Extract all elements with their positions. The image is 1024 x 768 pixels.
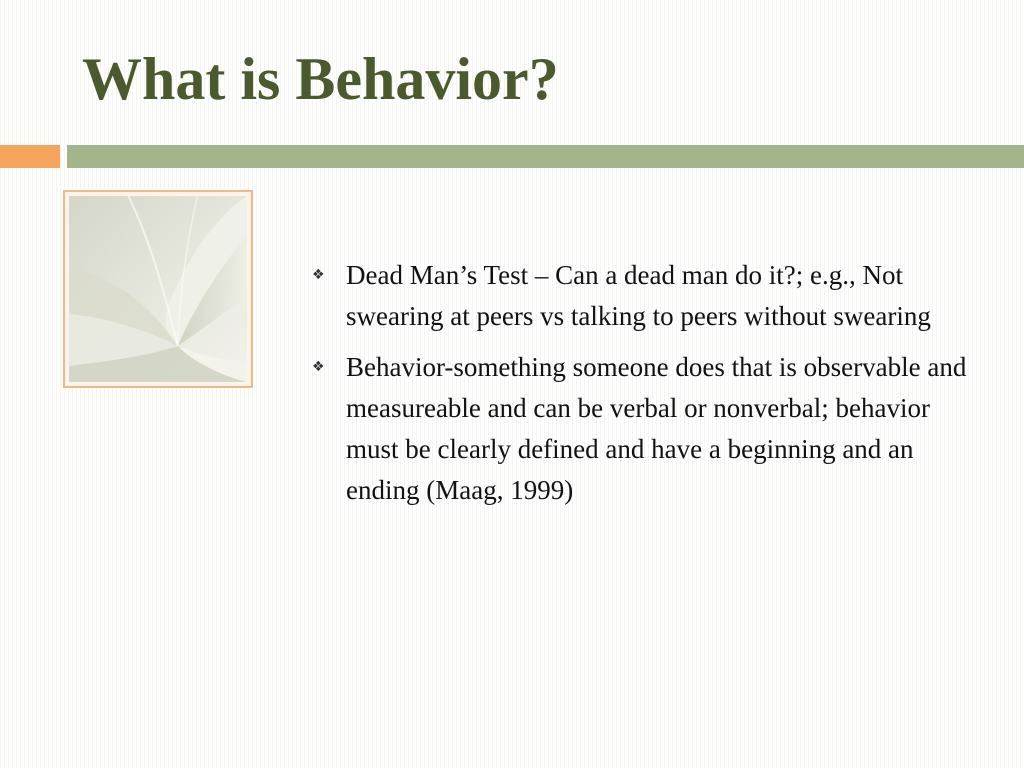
decorative-book-image: [63, 190, 253, 388]
accent-bar-orange: [0, 145, 60, 168]
diamond-bullet-icon: ❖: [312, 267, 325, 283]
bullet-list: [308, 255, 988, 521]
accent-bar-green: [67, 145, 1024, 168]
book-pages-graphic: [69, 196, 247, 382]
bullet-item: [308, 347, 988, 511]
bullet-text: Dead Man’s Test – Can a dead man do it?; e.g., Not swearing at peers vs talking to peers without swearing: [346, 260, 931, 331]
bullet-item: [308, 255, 988, 337]
slide-title: What is Behavior?: [82, 46, 559, 112]
diamond-bullet-icon: ❖: [312, 359, 325, 375]
bullet-text: Behavior-something someone does that is observable and measureable and can be verbal or nonverbal; behavior must be clearly defined and have a beginning and an ending (Maag, 1999): [346, 352, 967, 505]
